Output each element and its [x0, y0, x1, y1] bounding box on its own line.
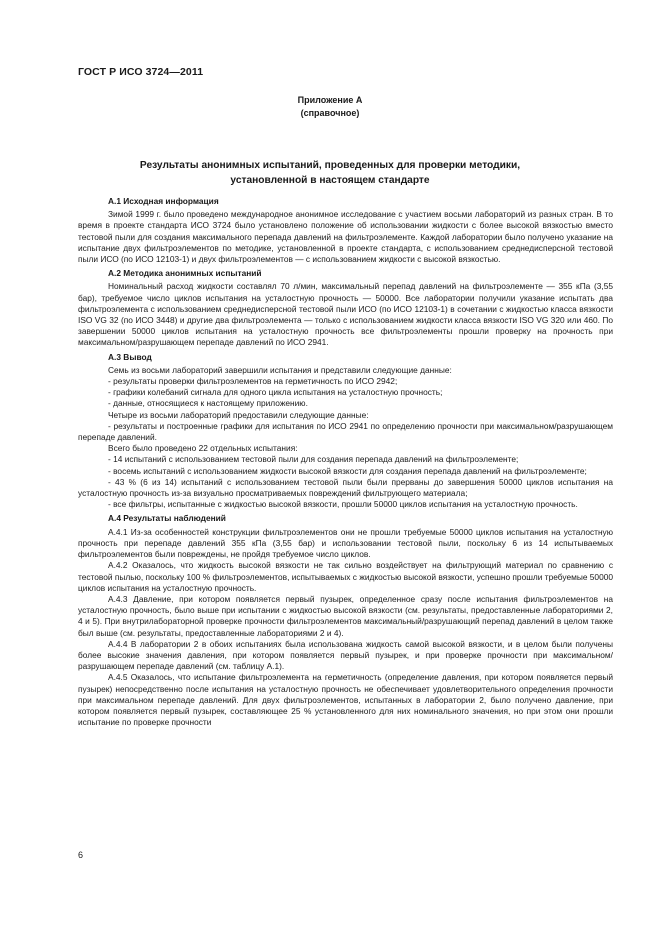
list-item: - результаты и построенные графики для испытания по ИСО 2941 по определению прочности при максимальном/разрушающем перепаде давлений.	[78, 420, 613, 443]
paragraph: Всего было проведено 22 отдельных испытания:	[108, 443, 298, 454]
list-item: - 43 % (6 из 14) испытаний с использованием тестовой пыли были прерваны до завершения 50000 циклов испытания на усталостную прочность из-за визуально просматриваемых повреждений фильтрующего материала;	[78, 476, 613, 499]
annex-subtitle: (справочное)	[300, 108, 360, 118]
paragraph: Семь из восьми лабораторий завершили испытания и представили следующие данные:	[108, 364, 452, 375]
paragraph: А.4.4 В лаборатории 2 в обоих испытаниях была использована жидкость самой высокой вязкости, и в целом были получены более высокие значения давления, при котором появляется первый пузырек, и при проверке прочности при максимальном/разрушающем перепаде давлений (см. таблицу А.1).	[78, 638, 613, 672]
paragraph: А.4.3 Давление, при котором появляется первый пузырек, определенное сразу после испытания фильтроэлементов на усталостную прочность, было выше при испытании с жидкостью высокой вязкости (см. результаты, предоставленные лабораториями 2, 4 и 5). При внутрилабораторной проверке прочности фильтроэлементов максимальный/разрушающий перепад давлений в целом также был выше (см. результаты, предоставленные лабораториями 2 и 4).	[78, 593, 613, 638]
paragraph: Четыре из восьми лабораторий предоставили следующие данные:	[108, 409, 369, 420]
paragraph: Зимой 1999 г. было проведено международное анонимное исследование с участием восьми лабораторий из разных стран. В то время в проекте стандарта ИСО 3724 было установлено положение об использовании жидкости с более высокой вязкостью вместо тестовой пыли для создания максимального перепада давлений на фильтроэлементе. Каждой лаборатории было получено указание на испытание двух фильтроэлементов по методике, установленной в проекте стандарта, с использованием среднедисперсной тестовой пыли ИСО (по ИСО 12103-1) и двух фильтроэлементов — с использованием жидкости с высокой вязкостью.	[78, 209, 613, 265]
standard-header: ГОСТ Р ИСО 3724—2011	[78, 66, 204, 78]
paragraph: А.4.1 Из-за особенностей конструкции фильтроэлементов они не прошли требуемые 50000 циклов испытания на усталостную прочность при перепаде давлений 355 кПа (3,55 бар) и использовании тестовой пыли, поскольку 6 из 14 испытываемых фильтроэлементов были повреждены, не пройдя требуемое число циклов.	[78, 526, 613, 560]
document-body	[78, 193, 613, 728]
section-heading: А.2 Методика анонимных испытаний	[108, 268, 262, 279]
paragraph: Номинальный расход жидкости составлял 70 л/мин, максимальный перепад давлений на фильтроэлементе — 355 кПа (3,55 бар), требуемое число циклов испытания на усталостную прочность — 50000. Все лаборатории получили указание испытать два фильтроэлемента с использованием среднедисперсной тестовой пыли ИСО (по ИСО 12103-1) в сочетании с жидкостью класса вязкости ISO VG 32 (по ИСО 3448) и другие два фильтроэлемента — только с использованием жидкости класса вязкости ISO VG 320 или 460. По завершении 50000 циклов испытания на усталостную прочность все фильтроэлементы прошли проверку на прочность при максимальном/разрушающем перепаде давлений по ИСО 2941.	[78, 281, 613, 348]
page-number: 6	[78, 850, 84, 860]
document-title: Результаты анонимных испытаний, проведенных для проверки методики, установленной в настоящем стандарте	[139, 160, 521, 186]
section-heading: А.3 Вывод	[108, 351, 152, 362]
paragraph: А.4.2 Оказалось, что жидкость высокой вязкости не так сильно воздействует на фильтрующий материал по сравнению с тестовой пылью, поскольку 100 % фильтроэлементов, испытываемых с жидкостью высокой вязкости, успешно прошли требуемые 50000 циклов испытания на усталостную прочность.	[78, 560, 613, 593]
section-heading: А.4 Результаты наблюдений	[108, 513, 226, 524]
list-item: - восемь испытаний с использованием жидкости высокой вязкости для создания перепада давлений на фильтроэлементе;	[108, 465, 587, 476]
annex-title: Приложение А	[297, 95, 363, 105]
list-item: - данные, относящиеся к настоящему приложению.	[108, 398, 308, 409]
list-item: - результаты проверки фильтроэлементов на герметичность по ИСО 2942;	[108, 376, 398, 387]
section-heading: А.1 Исходная информация	[108, 196, 219, 206]
paragraph: А.4.5 Оказалось, что испытание фильтроэлемента на герметичность (определение давления, при котором появляется первый пузырек) непосредственно после испытания на усталостную прочность не обеспечивает удовлетворительного определения прочности при максимальном перепаде давлений. Для двух фильтроэлементов, испытанных в лаборатории 2, было получено давление, при котором появляется первый пузырек, составляющее 25 % установленного для них номинального значения, но при этом они прошли испытание по проверке прочности	[78, 672, 613, 728]
list-item: - графики колебаний сигнала для одного цикла испытания на усталостную прочность;	[108, 387, 443, 398]
list-item: - все фильтры, испытанные с жидкостью высокой вязкости, прошли 50000 циклов испытания на усталостную прочность.	[108, 499, 578, 510]
list-item: - 14 испытаний с использованием тестовой пыли для создания перепада давлений на фильтроэлементе;	[108, 454, 519, 465]
